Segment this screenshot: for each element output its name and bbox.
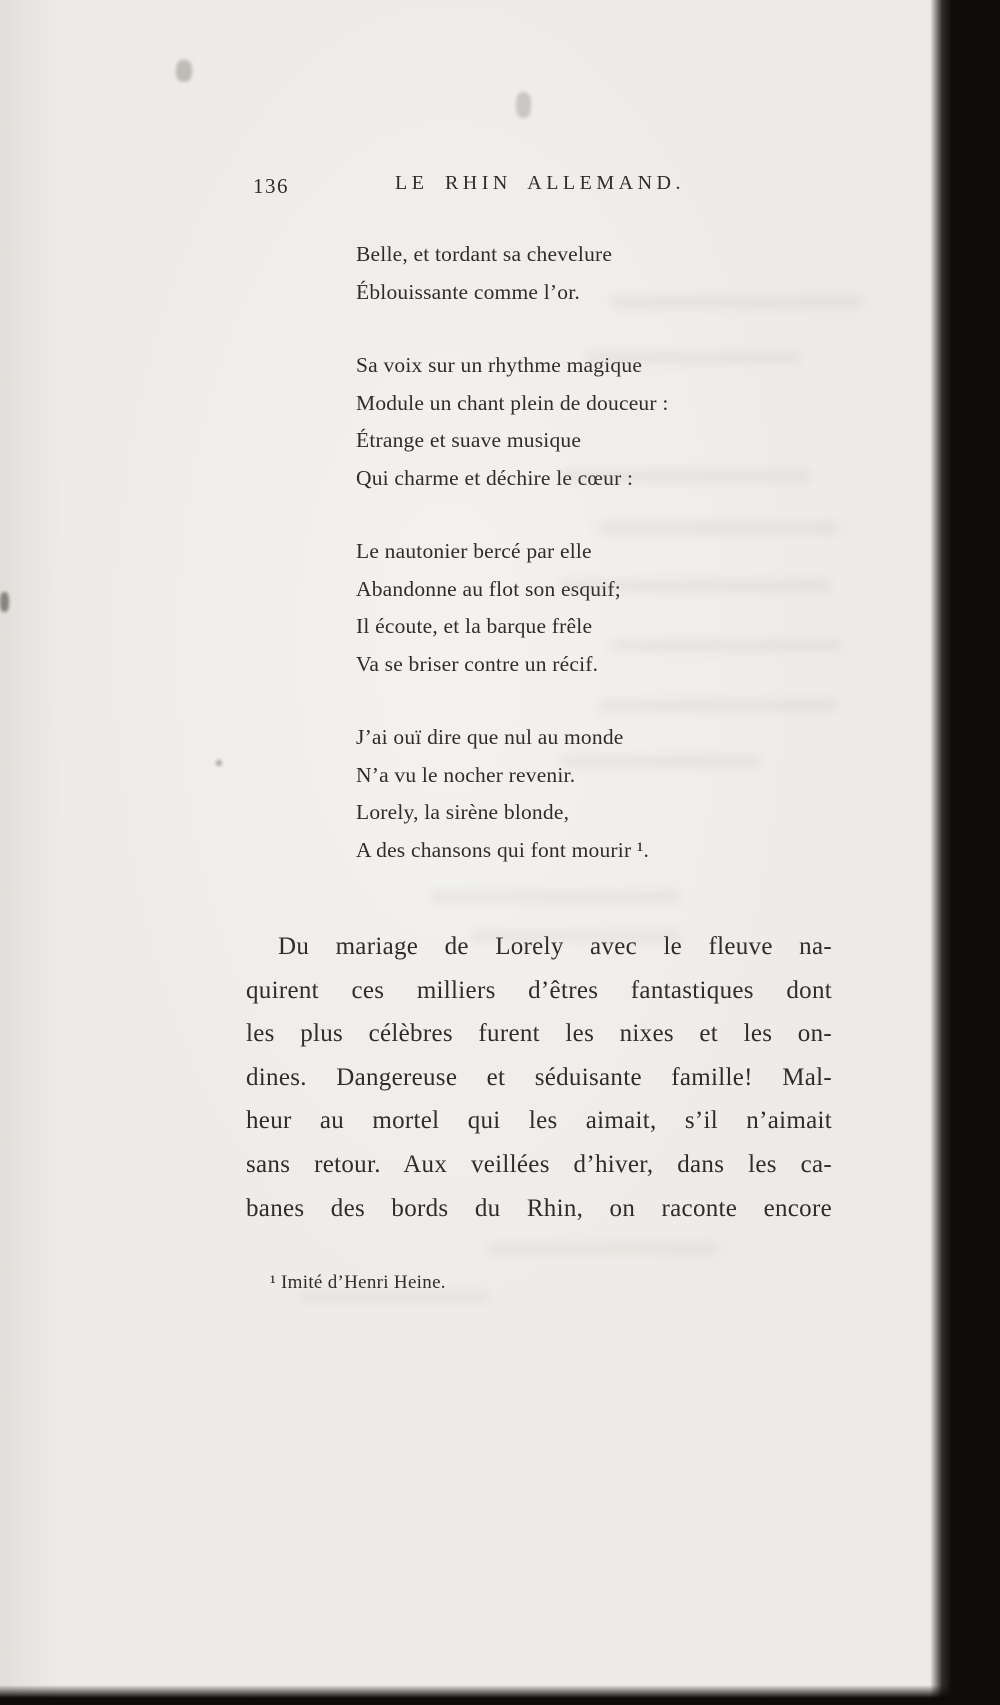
bleedthrough-artifact (560, 470, 810, 482)
bleedthrough-artifact (470, 932, 680, 941)
prose-line: heur au mortel qui les aimait, s’il n’aimait (246, 1107, 832, 1135)
poem-line: Étrange et suave musique (356, 428, 582, 452)
prose-line: sans retour. Aux veillées d’hiver, dans les ca- (246, 1150, 832, 1178)
running-title: LE RHIN ALLEMAND. (395, 172, 685, 194)
scan-speck (516, 92, 531, 118)
poem-line: Va se briser contre un récif. (356, 651, 599, 676)
poem-line: Module un chant plein de douceur : (356, 390, 669, 415)
prose-line: banes des bords du Rhin, on raconte encore (246, 1194, 832, 1222)
page-header (245, 172, 835, 202)
bleedthrough-artifact (560, 756, 760, 767)
poem-line: Éblouissante comme l’or. (356, 279, 580, 304)
scan-speck (216, 760, 222, 766)
bleedthrough-artifact (598, 522, 838, 534)
page-number: 136 (253, 174, 289, 198)
poem-line: Lorely, la sirène blonde, (356, 800, 570, 824)
footnote: ¹ Imité d’Henri Heine. (270, 1272, 446, 1293)
scan-speck (0, 592, 9, 612)
poem-line: J’ai ouï dire que nul au monde (356, 725, 624, 749)
poem (356, 236, 669, 869)
prose-paragraph (246, 925, 832, 1230)
prose-line: Du mariage de Lorely avec le fleuve na- (278, 933, 832, 960)
poem-line: Sa voix sur un rhythme magique (356, 353, 643, 377)
prose-line: les plus célèbres furent les nixes et les on- (246, 1020, 832, 1048)
prose-line: dines. Dangereuse et séduisante famille! Mal- (246, 1063, 832, 1091)
scan-speck (176, 60, 192, 82)
poem-line: Il écoute, et la barque frêle (356, 614, 593, 638)
poem-line: Abandonne au flot son esquif; (356, 576, 621, 601)
bleedthrough-artifact (612, 640, 842, 651)
poem-line: Belle, et tordant sa chevelure (356, 242, 613, 266)
scan-edge-bottom (0, 1685, 1000, 1705)
bleedthrough-artifact (598, 700, 838, 711)
poem-line: N’a vu le nocher revenir. (356, 762, 576, 787)
poem-stanza (356, 533, 669, 683)
bleedthrough-artifact (560, 580, 830, 592)
scan-edge-right (930, 0, 1000, 1705)
poem-line: Qui charme et déchire le cœur : (356, 465, 634, 490)
bleedthrough-artifact (488, 1244, 718, 1254)
prose-line: quirent ces milliers d’êtres fantastiques dont (246, 976, 832, 1004)
bleedthrough-artifact (612, 296, 862, 308)
bleedthrough-artifact (586, 352, 801, 363)
bleedthrough-artifact (430, 892, 680, 902)
poem-stanza (356, 719, 669, 869)
poem-line: A des chansons qui font mourir ¹. (356, 837, 650, 862)
poem-line: Le nautonier bercé par elle (356, 539, 592, 563)
bleedthrough-artifact (300, 1292, 490, 1301)
